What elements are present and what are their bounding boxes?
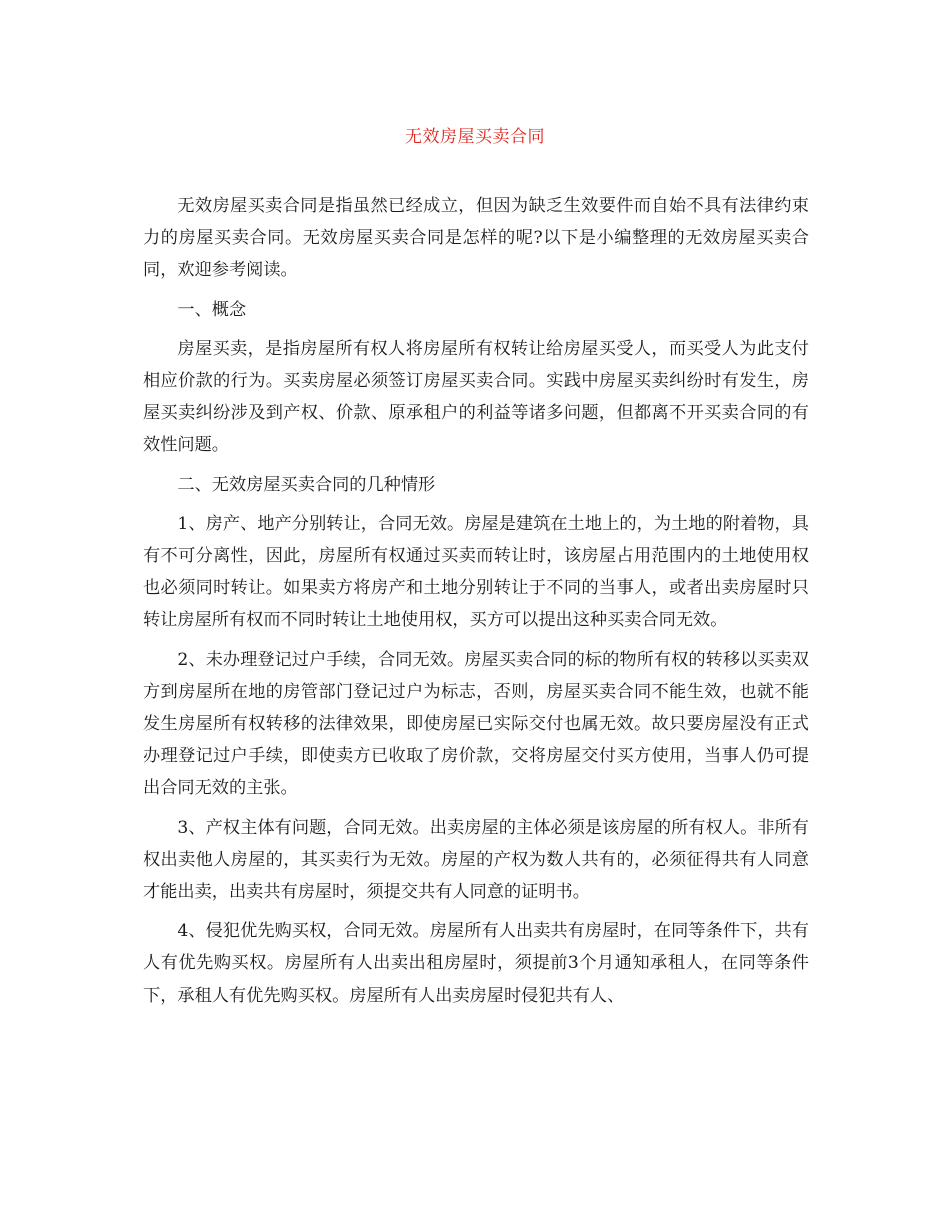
- situation-paragraph-1: 1、房产、地产分别转让，合同无效。房屋是建筑在土地上的，为土地的附着物，具有不可分离性，因此，房屋所有权通过买卖而转让时，该房屋占用范围内的土地使用权也必须同时转让。如果卖方将房产和土地分别转让于不同的当事人，或者出卖房屋时只转让房屋所有权而不同时转让土地使用权，买方可以提出这种买卖合同无效。: [143, 513, 809, 631]
- situation-paragraph-3: 3、产权主体有问题，合同无效。出卖房屋的主体必须是该房屋的所有权人。非所有权出卖他人房屋的，其买卖行为无效。房屋的产权为数人共有的，必须征得共有人同意才能出卖，出卖共有房屋时，须提交共有人同意的证明书。: [143, 817, 809, 903]
- concept-paragraph: 房屋买卖，是指房屋所有权人将房屋所有权转让给房屋买受人，而买受人为此支付相应价款的行为。买卖房屋必须签订房屋买卖合同。实践中房屋买卖纠纷时有发生，房屋买卖纠纷涉及到产权、价款、原承租户的利益等诸多问题，但都离不开买卖合同的有效性问题。: [143, 338, 809, 456]
- section-heading-situations: 二、无效房屋买卖合同的几种情形: [177, 474, 436, 495]
- section-heading-concept: 一、概念: [177, 299, 247, 320]
- situation-paragraph-2: 2、未办理登记过户手续，合同无效。房屋买卖合同的标的物所有权的转移以买卖双方到房屋所在地的房管部门登记过户为标志，否则，房屋买卖合同不能生效，也就不能发生房屋所有权转移的法律效果，即使房屋已实际交付也属无效。故只要房屋没有正式办理登记过户手续，即使卖方已收取了房价款，交将房屋交付买方使用，当事人仍可提出合同无效的主张。: [143, 649, 809, 799]
- document-title: 无效房屋买卖合同: [405, 127, 545, 147]
- intro-paragraph: 无效房屋买卖合同是指虽然已经成立，但因为缺乏生效要件而自始不具有法律约束力的房屋买卖合同。无效房屋买卖合同是怎样的呢?以下是小编整理的无效房屋买卖合同，欢迎参考阅读。: [143, 196, 809, 281]
- situation-paragraph-4: 4、侵犯优先购买权，合同无效。房屋所有人出卖共有房屋时，在同等条件下，共有人有优先购买权。房屋所有人出卖出租房屋时，须提前3个月通知承租人，在同等条件下，承租人有优先购买权。房屋所有人出卖房屋时侵犯共有人、: [143, 921, 809, 1006]
- document-body: [143, 190, 809, 1019]
